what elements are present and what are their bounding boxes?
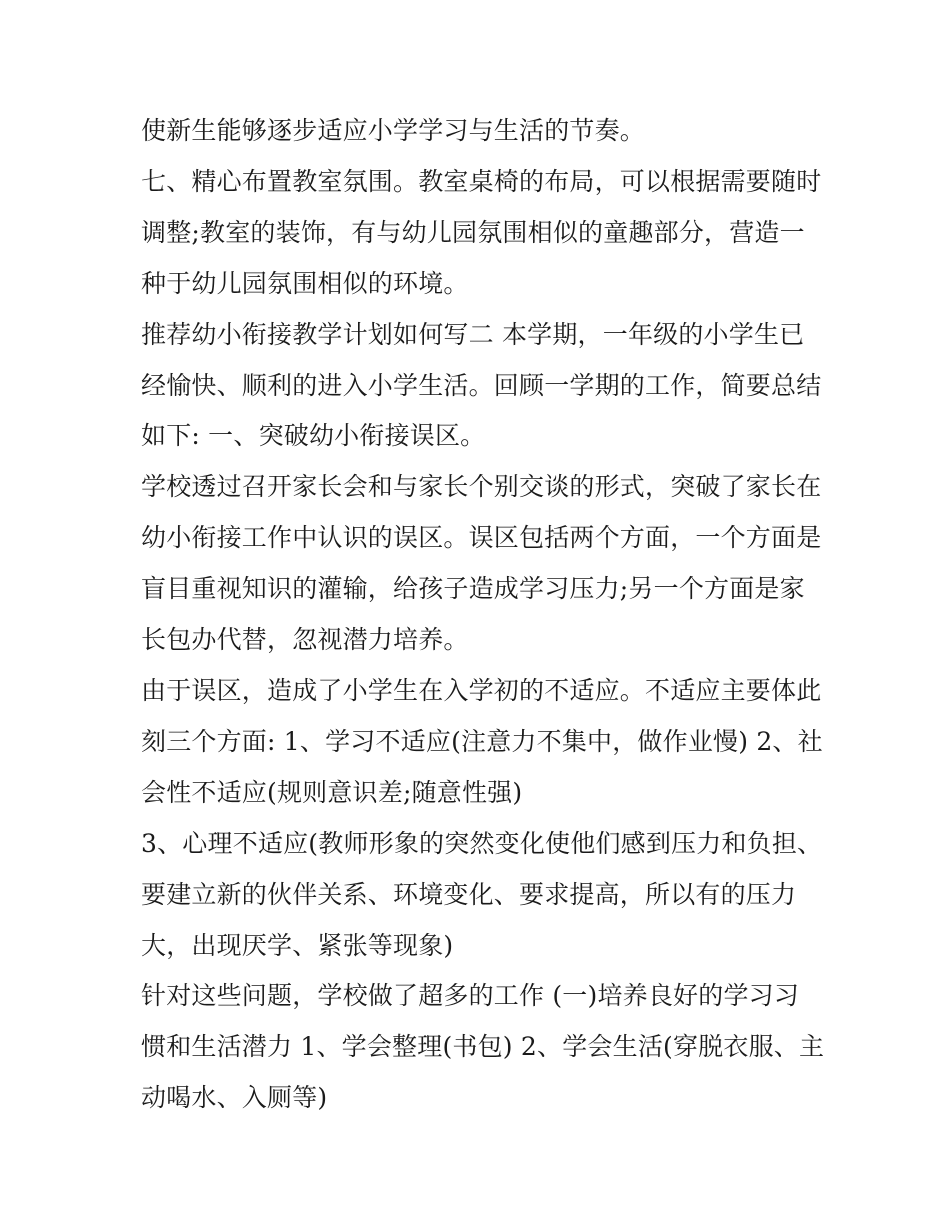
paragraph-2 [141, 157, 821, 310]
paragraph-1 [141, 106, 821, 157]
text-line: 针对这些问题，学校做了超多的工作 (一)培养良好的学习习 [141, 981, 800, 1011]
text-line: 经愉快、顺利的进入小学生活。回顾一学期的工作，简要总结 [141, 370, 822, 400]
text-line: 七、精心布置教室氛围。教室桌椅的布局，可以根据需要随时 [141, 166, 822, 196]
paragraph-5 [141, 666, 821, 819]
text-line: 调整;教室的装饰，有与幼儿园氛围相似的童趣部分，营造一 [141, 217, 805, 247]
text-line: 3、心理不适应(教师形象的突然变化使他们感到压力和负担、 [141, 828, 823, 858]
text-line: 长包办代替，忽视潜力培养。 [141, 625, 469, 655]
text-line: 学校透过召开家长会和与家长个别交谈的形式，突破了家长在 [141, 472, 822, 502]
text-line: 动喝水、入厕等) [141, 1083, 328, 1113]
text-line: 种于幼儿园氛围相似的环境。 [141, 268, 469, 298]
text-line: 幼小衔接工作中认识的误区。误区包括两个方面，一个方面是 [141, 523, 822, 553]
document-body [141, 106, 825, 1124]
text-line: 由于误区，造成了小学生在入学初的不适应。不适应主要体此 [141, 675, 822, 705]
paragraph-3 [141, 310, 821, 463]
paragraph-4 [141, 462, 821, 666]
text-line: 惯和生活潜力 1、学会整理(书包) 2、学会生活(穿脱衣服、主 [141, 1032, 825, 1062]
text-line: 盲目重视知识的灌输，给孩子造成学习压力;另一个方面是家 [141, 574, 805, 604]
text-line: 要建立新的伙伴关系、环境变化、要求提高，所以有的压力 [141, 879, 797, 909]
text-line: 大，出现厌学、紧张等现象) [141, 930, 454, 960]
text-line: 如下: 一、突破幼小衔接误区。 [141, 421, 486, 451]
text-line: 推荐幼小衔接教学计划如何写二 本学期，一年级的小学生已 [141, 319, 805, 349]
paragraph-6 [141, 819, 821, 972]
paragraph-7 [141, 971, 825, 1124]
text-line: 会性不适应(规则意识差;随意性强) [141, 777, 523, 807]
text-line: 使新生能够逐步适应小学学习与生活的节奏。 [141, 116, 646, 145]
text-line: 刻三个方面: 1、学习不适应(注意力不集中，做作业慢) 2、社 [141, 726, 823, 756]
